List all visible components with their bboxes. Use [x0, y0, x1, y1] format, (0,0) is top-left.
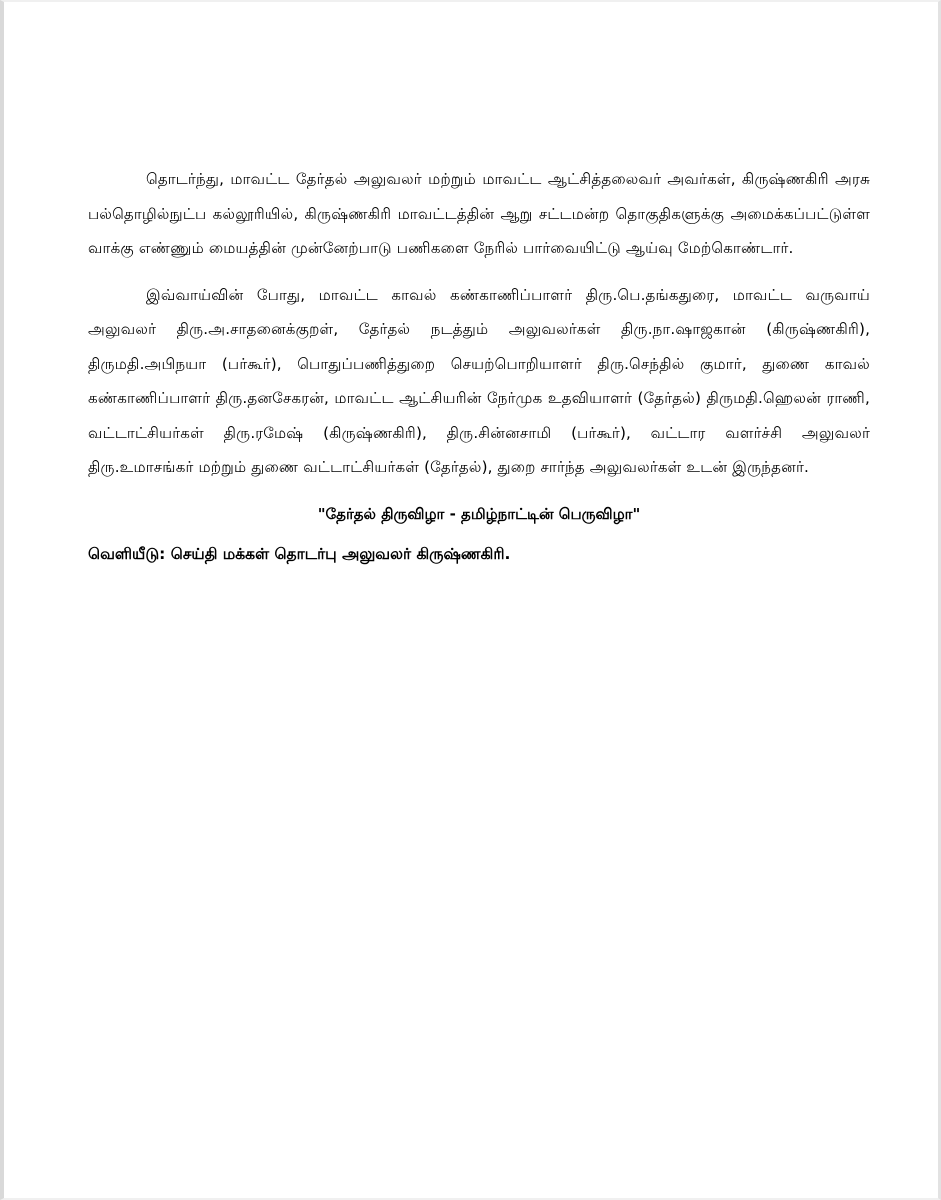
release-line: வெளியீடு: செய்தி மக்கள் தொடர்பு அலுவலர் கிருஷ்ணகிரி. [88, 544, 511, 563]
paragraph-attendees: இவ்வாய்வின் போது, மாவட்ட காவல் கண்காணிப்பாளர் திரு.பெ.தங்கதுரை, மாவட்ட வருவாய் அலுவலர் திரு.அ.சாதனைக்குறள், தேர்தல் நடத்தும் அலுவலர்கள் திரு.நா.ஷாஜகான் (கிருஷ்ணகிரி), திருமதி.அபிநயா (பர்கூர்), பொதுப்பணித்துறை செயற்பொறியாளர் திரு.செந்தில் குமார், துணை காவல் கண்காணிப்பாளர் திரு.தனசேகரன், மாவட்ட ஆட்சியரின் நேர்முக உதவியாளர் (தேர்தல்) திருமதி.ஹெலன் ராணி, வட்டாட்சியர்கள் திரு.ரமேஷ் (கிருஷ்ணகிரி), திரு.சின்னசாமி (பர்கூர்), வட்டார வளர்ச்சி அலுவலர் திரு.உமாசங்கர் மற்றும் துணை வட்டாட்சியர்கள் (தேர்தல்), துறை சார்ந்த அலுவலர்கள் உடன் இருந்தனர். [88, 285, 870, 476]
election-slogan: "தேர்தல் திருவிழா - தமிழ்நாட்டின் பெருவிழா" [317, 504, 641, 523]
paragraph-inspection: தொடர்ந்து, மாவட்ட தேர்தல் அலுவலர் மற்றும் மாவட்ட ஆட்சித்தலைவர் அவர்கள், கிருஷ்ணகிரி அரசு பல்தொழில்நுட்ப கல்லூரியில், கிருஷ்ணகிரி மாவட்டத்தின் ஆறு சட்டமன்ற தொகுதிகளுக்கு அமைக்கப்பட்டுள்ள வாக்கு எண்ணும் மையத்தின் முன்னேற்பாடு பணிகளை நேரில் பார்வையிட்டு ஆய்வு மேற்கொண்டார். [88, 170, 870, 257]
document-body [88, 162, 870, 571]
